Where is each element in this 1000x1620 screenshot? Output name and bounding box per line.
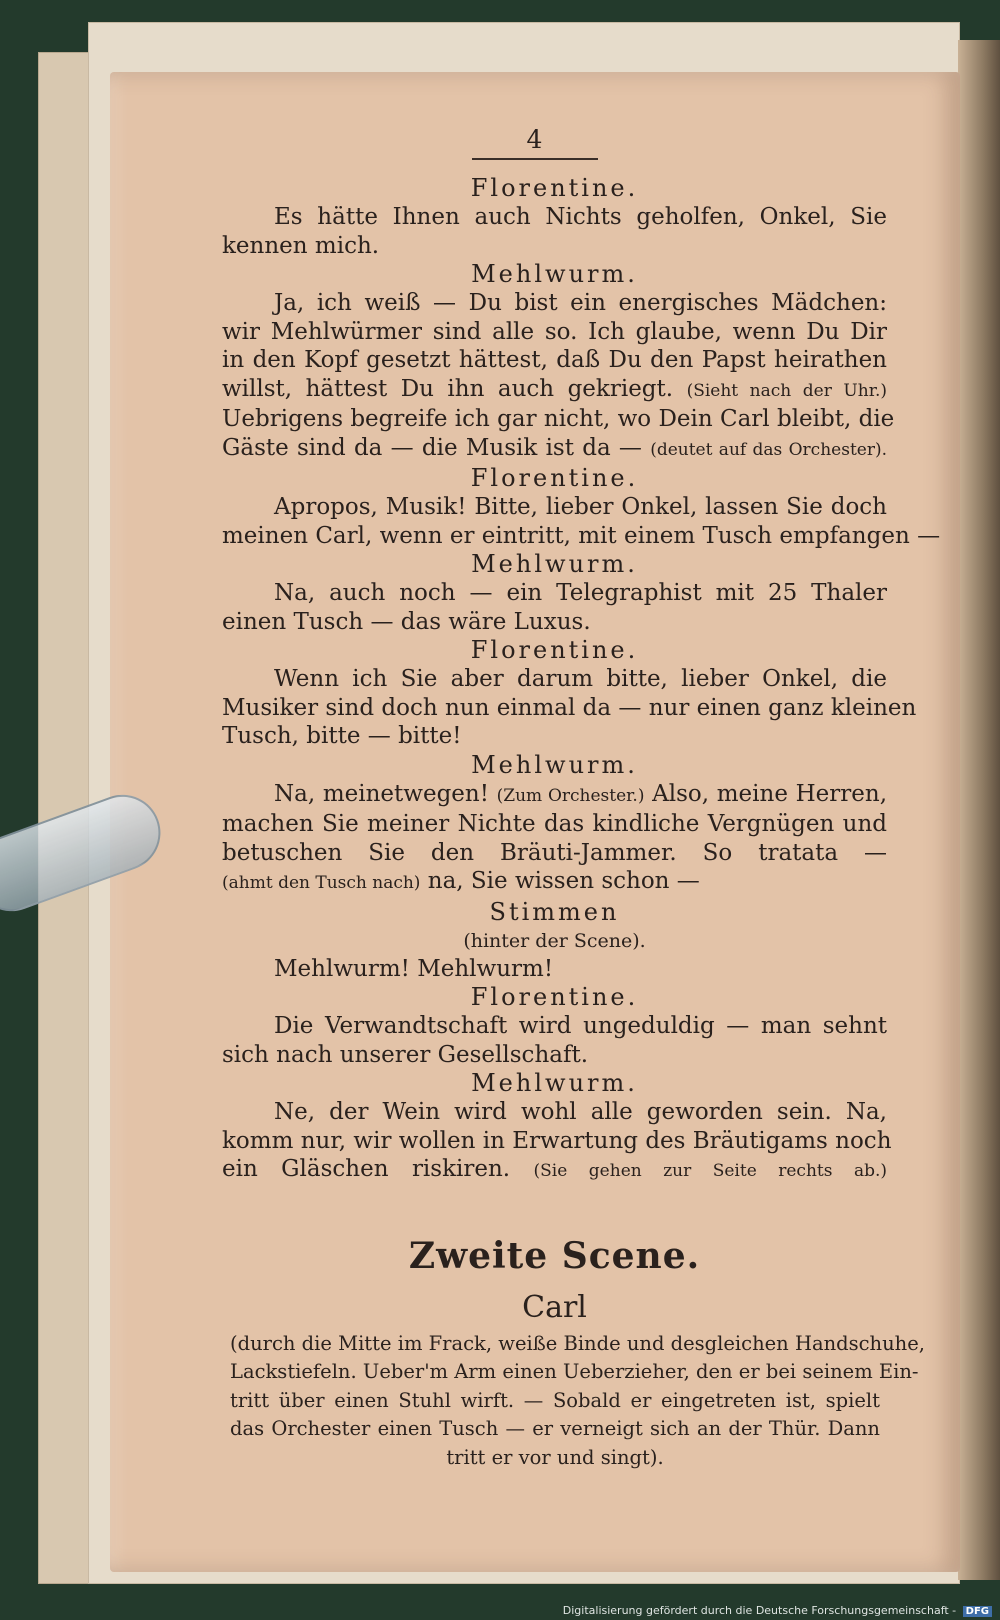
text-line (222, 318, 887, 347)
line-text: Wenn ich Sie aber darum bitte, lieber Onkel, die (274, 666, 887, 692)
line-text: betuschen Sie den Bräuti-Jammer. So tratata — (222, 839, 887, 866)
text-line (222, 1155, 887, 1186)
line-text-after: Also, meine Herren, (652, 780, 888, 807)
text-line (222, 810, 887, 839)
text-line (222, 289, 887, 318)
speaker-name: Stimmen (489, 897, 620, 926)
text-line (222, 1127, 892, 1156)
line-text: Na, meinetwegen! (274, 780, 489, 807)
text-line (222, 579, 887, 608)
scene-direction (222, 1330, 925, 1473)
text-line (222, 694, 917, 723)
text-line (222, 346, 887, 375)
scene-direction-line: das Orchester einen Tusch — er verneigt sich an der Thür. Dann (230, 1417, 880, 1440)
line-text: Ja, ich weiß — Du bist ein energisches Mädchen: (274, 290, 887, 316)
text-line (222, 493, 887, 522)
line-text: Na, auch noch — ein Telegraphist mit 25 Thaler (274, 580, 887, 606)
line-text: einen Tusch — das wäre Luxus. (222, 608, 591, 635)
inline-stage-direction: (Sieht nach der Uhr.) (686, 380, 887, 401)
text-line (222, 1012, 887, 1041)
speaker-name: Mehlwurm. (471, 260, 638, 288)
inline-stage-direction: (Zum Orchester.) (496, 785, 645, 806)
text-line (222, 434, 887, 465)
footer-credit (563, 1604, 992, 1617)
scene-character: Carl (522, 1289, 587, 1325)
text-line (222, 608, 887, 637)
text-line (222, 405, 895, 434)
speaker-name: Florentine. (470, 636, 639, 664)
scene-direction-line: (durch die Mitte im Frack, weiße Binde und desgleichen Handschuhe, (230, 1331, 925, 1355)
line-text: in den Kopf gesetzt hättest, daß Du den Papst heirathen (222, 347, 887, 373)
line-text: kennen mich. (222, 232, 380, 259)
line-text: komm nur, wir wollen in Erwartung des Bräutigams noch (222, 1127, 892, 1154)
speaker-name: Florentine. (470, 464, 639, 492)
footer-text: Digitalisierung gefördert durch die Deutsche Forschungsgemeinschaft - (562, 1604, 957, 1617)
scene-title: Zweite Scene. (408, 1234, 701, 1277)
line-text: Die Verwandtschaft wird ungeduldig — man sehnt (274, 1013, 887, 1039)
line-text: willst, hättest Du ihn auch gekriegt. (222, 375, 674, 402)
text-line (222, 867, 887, 898)
scene-direction-line: tritt er vor und singt). (446, 1445, 664, 1469)
text-line (222, 1098, 887, 1127)
speaker-name: Mehlwurm. (471, 750, 638, 779)
text-line (222, 665, 887, 694)
stage-direction: (hinter der Scene). (463, 929, 646, 952)
line-text: Mehlwurm! Mehlwurm! (274, 955, 554, 982)
speaker-name: Mehlwurm. (471, 550, 638, 578)
line-text: Apropos, Musik! Bitte, lieber Onkel, lassen Sie doch (274, 494, 887, 520)
line-text-after: na, Sie wissen schon — (427, 868, 700, 894)
text-line (222, 375, 887, 406)
line-text: Uebrigens begreife ich gar nicht, wo Dein Carl bleibt, die (222, 406, 895, 432)
text-line (222, 722, 887, 751)
text-line (222, 780, 887, 811)
inline-stage-direction: (ahmt den Tusch nach) (222, 873, 421, 893)
dfg-logo: DFG (963, 1606, 992, 1617)
text-line (222, 522, 941, 551)
line-text: Tusch, bitte — bitte! (222, 723, 462, 749)
page-number-rule (472, 158, 598, 160)
scene-direction-line: Lackstiefeln. Ueber'm Arm einen Ueberzieher, den er bei seinem Ein- (230, 1360, 919, 1383)
dialogue (222, 174, 941, 1186)
line-text: ein Gläschen riskiren. (222, 1156, 511, 1182)
speaker-name: Florentine. (470, 174, 639, 202)
text-line (222, 203, 887, 232)
inline-stage-direction: (deutet auf das Orchester). (650, 439, 887, 460)
line-text: Es hätte Ihnen auch Nichts geholfen, Onkel, Sie (274, 204, 887, 230)
inline-stage-direction: (Sie gehen zur Seite rechts ab.) (533, 1161, 887, 1181)
page-content (222, 125, 941, 1472)
line-text: meinen Carl, wenn er eintritt, mit einem Tusch empfangen — (222, 522, 941, 549)
text-line (222, 232, 887, 261)
line-text: Ne, der Wein wird wohl alle geworden sein. Na, (274, 1099, 887, 1125)
text-line (222, 1041, 887, 1070)
book-edge (958, 40, 1000, 1580)
page-number: 4 (526, 125, 543, 154)
line-text: wir Mehlwürmer sind alle so. Ich glaube, wenn Du Dir (222, 318, 887, 345)
line-text: machen Sie meiner Nichte das kindliche Vergnügen und (222, 811, 887, 837)
speaker-name: Florentine. (470, 983, 639, 1011)
line-text: sich nach unserer Gesellschaft. (222, 1041, 589, 1068)
text-line (222, 955, 887, 984)
speaker-name: Mehlwurm. (471, 1069, 638, 1097)
scene-direction-line: tritt über einen Stuhl wirft. — Sobald er eingetreten ist, spielt (230, 1388, 880, 1412)
line-text: Musiker sind doch nun einmal da — nur einen ganz kleinen (222, 694, 917, 721)
text-line (222, 839, 887, 868)
line-text: Gäste sind da — die Musik ist da — (222, 434, 642, 461)
